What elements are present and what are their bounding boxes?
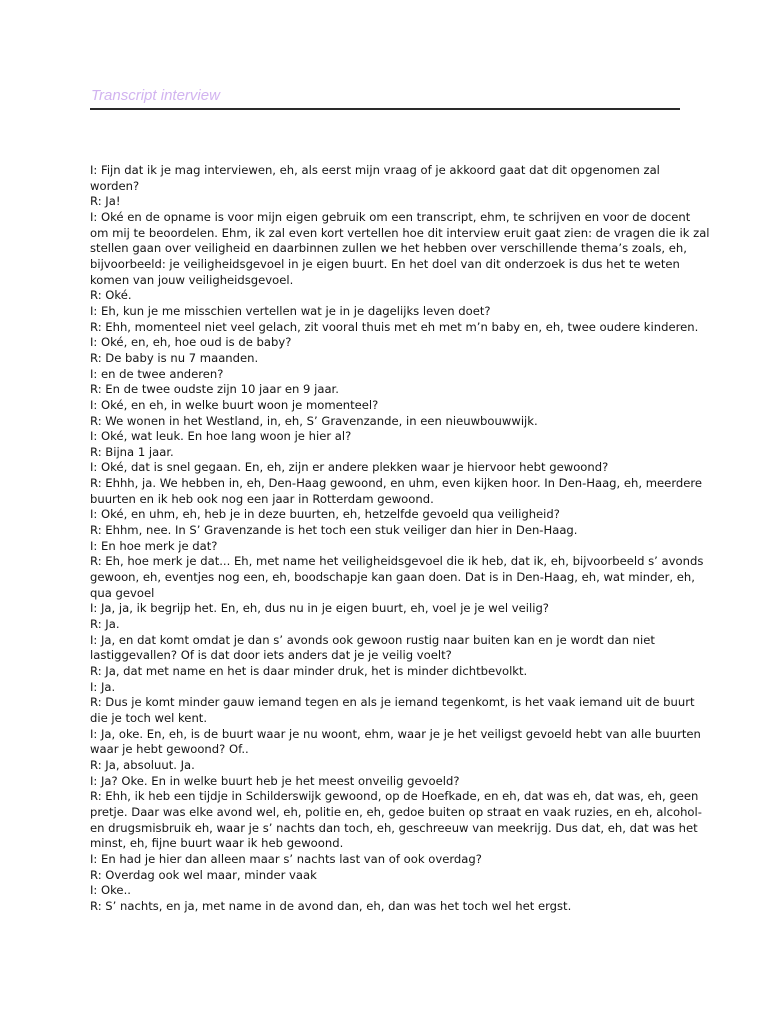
transcript-line: I: Ja, oke. En, eh, is de buurt waar je nu woont, ehm, waar je je het veiligst gevoeld hebt van alle buurten — [90, 726, 701, 741]
transcript-line: R: Eh, hoe merk je dat... Eh, met name het veiligheidsgevoel die ik heb, dat ik, eh, bijvoorbeeld s’ avonds — [90, 554, 704, 569]
transcript-line: R: Dus je komt minder gauw iemand tegen en als je iemand tegenkomt, is het vaak iemand uit de buurt — [90, 695, 695, 710]
transcript-line: I: Ja, en dat komt omdat je dan s’ avonds ook gewoon rustig naar buiten kan en je wordt dan niet — [90, 632, 655, 647]
transcript-line: lastiggevallen? Of is dat door iets anders dat je je veilig voelt? — [90, 648, 452, 663]
transcript-line: buurten en ik heb ook nog een jaar in Rotterdam gewoond. — [90, 491, 434, 506]
transcript-line: minst, eh, fijne buurt waar ik heb gewoond. — [90, 836, 344, 851]
transcript-line: I: Oké, dat is snel gegaan. En, eh, zijn er andere plekken waar je hiervoor hebt gewoond? — [90, 460, 609, 475]
transcript-line: komen van jouw veiligheidsgevoel. — [90, 272, 294, 287]
transcript-line: I: Ja? Oke. En in welke buurt heb je het meest onveilig gevoeld? — [90, 773, 460, 788]
transcript-line: I: Ja, ja, ik begrijp het. En, eh, dus nu in je eigen buurt, eh, voel je je wel veilig? — [90, 601, 549, 616]
transcript-line: I: Fijn dat ik je mag interviewen, eh, als eerst mijn vraag of je akkoord gaat dat dit opgenomen zal — [90, 163, 660, 177]
transcript-line: R: En de twee oudste zijn 10 jaar en 9 jaar. — [90, 382, 339, 397]
transcript-line: I: Oke.. — [90, 883, 131, 898]
transcript-line: I: Ja. — [90, 679, 116, 694]
transcript-line: R: We wonen in het Westland, in, eh, S’ Gravenzande, in een nieuwbouwwijk. — [90, 413, 538, 428]
transcript-line: I: Oké, en, eh, hoe oud is de baby? — [90, 335, 292, 350]
transcript-line: bijvoorbeeld: je veiligheidsgevoel in je eigen buurt. En het doel van dit onderzoek is dus het te weten — [90, 256, 680, 271]
transcript-line: I: Oké, en eh, in welke buurt woon je momenteel? — [90, 397, 379, 412]
transcript-line: pretje. Daar was elke avond wel, eh, politie en, eh, gedoe buiten op straat en vaak ruzies, en eh, alcohol- — [90, 804, 702, 819]
transcript-line: R: Bijna 1 jaar. — [90, 444, 174, 459]
transcript-line: R: Ja. — [90, 617, 120, 632]
transcript-line: I: En had je hier dan alleen maar s’ nachts last van of ook overdag? — [90, 851, 482, 866]
transcript-line: I: En hoe merk je dat? — [90, 538, 218, 553]
transcript-line: R: Ehh, ik heb een tijdje in Schilderswijk gewoond, op de Hoefkade, en eh, dat was eh, dat was, eh, geen — [90, 789, 699, 804]
transcript-line: worden? — [90, 178, 140, 193]
transcript-line: qua gevoel — [90, 585, 155, 600]
transcript-line: R: Ehhh, ja. We hebben in, eh, Den-Haag gewoond, en uhm, even kijken hoor. In Den-Haag, eh, meerdere — [90, 476, 703, 491]
transcript-line: R: Ja! — [90, 194, 121, 209]
transcript-line: R: S’ nachts, en ja, met name in de avond dan, eh, dan was het toch wel het ergst. — [90, 898, 572, 913]
transcript-line: I: Oké, en uhm, eh, heb je in deze buurten, eh, hetzelfde gevoeld qua veiligheid? — [90, 507, 560, 522]
transcript-line: I: Oké, wat leuk. En hoe lang woon je hier al? — [90, 429, 352, 444]
transcript-line: om mij te beoordelen. Ehm, ik zal even kort vertellen hoe dit interview eruit gaat zien: de vragen die ik zal — [90, 225, 710, 240]
transcript-line: en drugsmisbruik eh, waar je s’ nachts dan toch, eh, geschreeuw van meekrijg. Dus dat, eh, dat was het — [90, 820, 698, 835]
transcript-line: stellen gaan over veiligheid en daarbinnen zullen we het hebben over verschillende thema’s zoals, eh, — [90, 241, 687, 256]
transcript-line: R: Ja, absoluut. Ja. — [90, 757, 195, 772]
transcript-line: R: Overdag ook wel maar, minder vaak — [90, 867, 317, 882]
transcript-line: I: Eh, kun je me misschien vertellen wat je in je dagelijks leven doet? — [90, 303, 491, 318]
transcript-line: R: Ja, dat met name en het is daar minder druk, het is minder dichtbevolkt. — [90, 664, 528, 678]
transcript-line: die je toch wel kent. — [90, 710, 208, 725]
transcript-line: R: Oké. — [90, 288, 132, 303]
title-divider — [90, 108, 680, 110]
transcript-body — [90, 163, 710, 915]
transcript-line: R: Ehhm, nee. In S’ Gravenzande is het toch een stuk veiliger dan hier in Den-Haag. — [90, 523, 578, 538]
transcript-line: R: Ehh, momenteel niet veel gelach, zit vooral thuis met eh met m’n baby en, eh, twee oudere kinderen. — [90, 319, 699, 334]
document-title: Transcript interview — [91, 87, 220, 104]
transcript-line: R: De baby is nu 7 maanden. — [90, 350, 259, 365]
transcript-line: I: Oké en de opname is voor mijn eigen gebruik om een transcript, ehm, te schrijven en voor de docent — [90, 209, 691, 224]
transcript-line: I: en de twee anderen? — [90, 366, 224, 381]
transcript-line: waar je hebt gewoond? Of.. — [90, 742, 249, 757]
transcript-line: gewoon, eh, eventjes nog een, eh, boodschapje kan gaan doen. Dat is in Den-Haag, eh, wat minder, eh, — [90, 570, 695, 585]
